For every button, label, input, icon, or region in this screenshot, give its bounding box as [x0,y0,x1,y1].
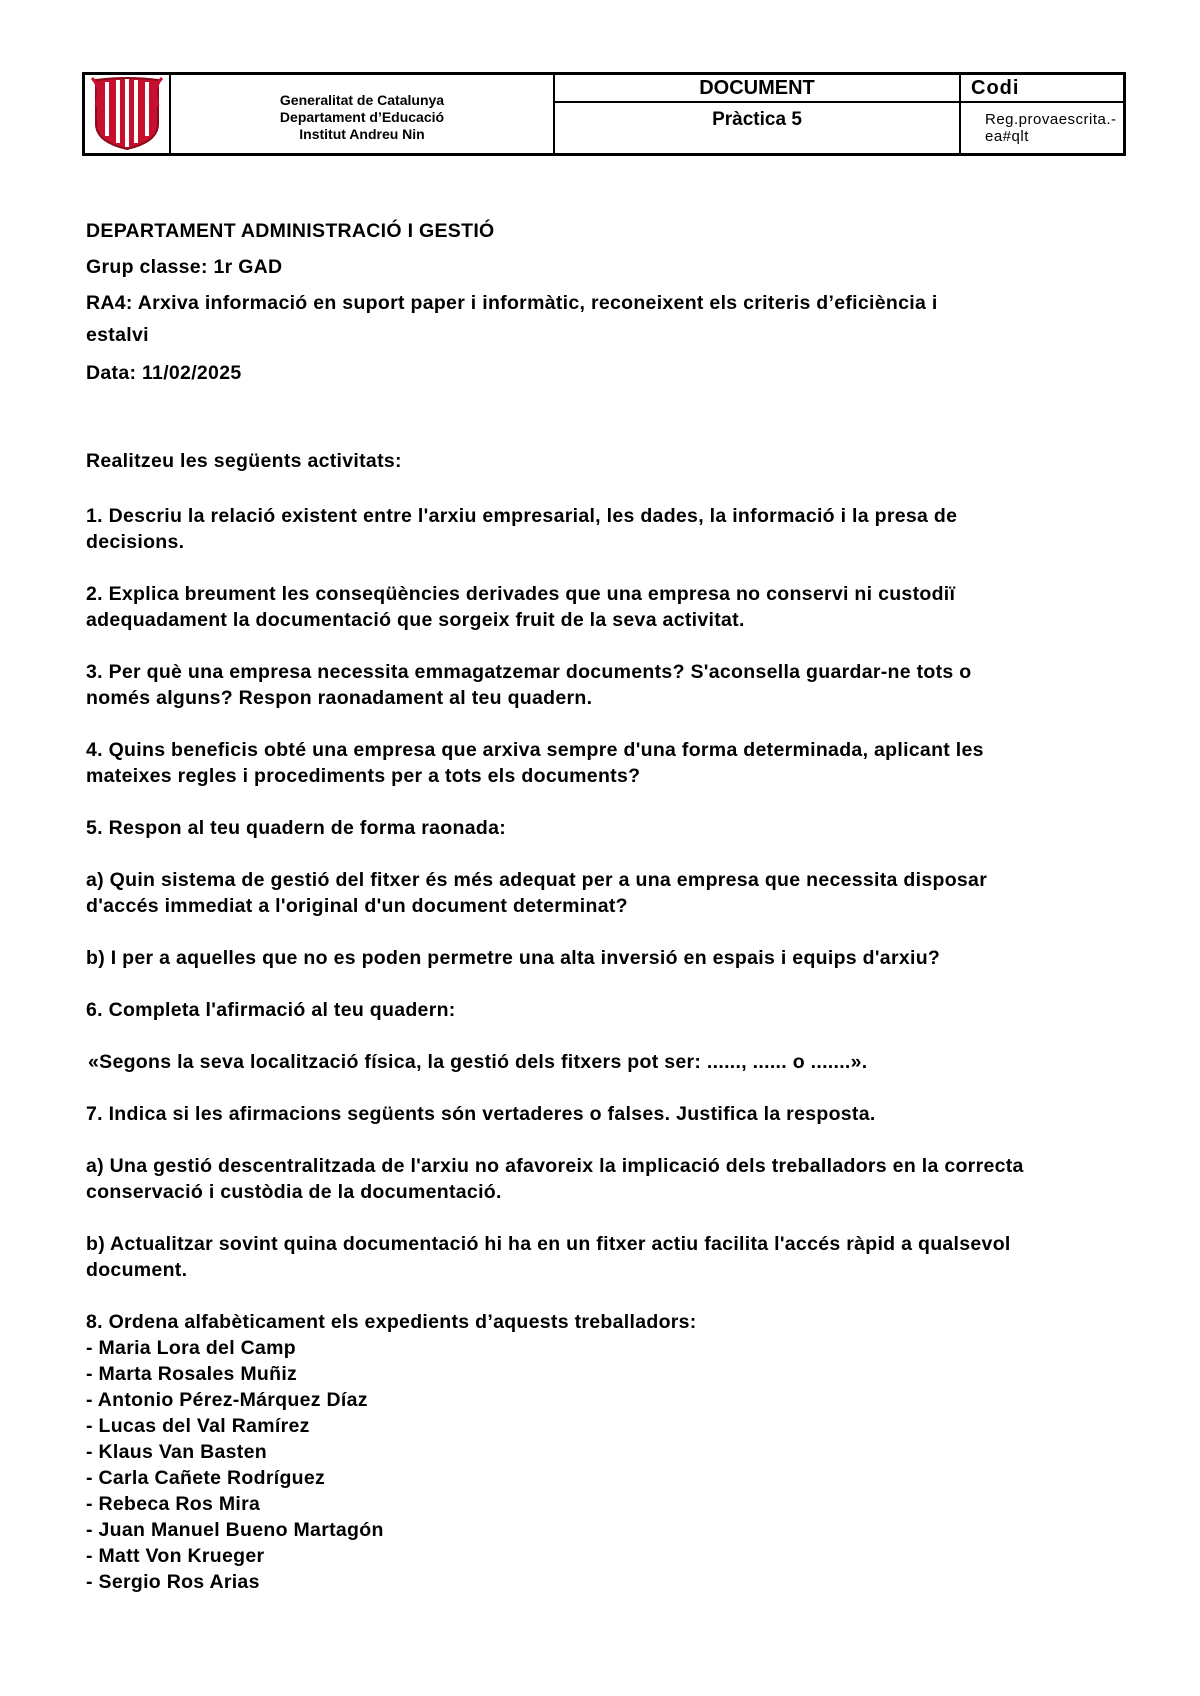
intro-line: Realitzeu les següents activitats: [86,450,402,472]
code-cell [961,75,1123,153]
activity-5b: b) I per a aquelles que no es poden permetre una alta inversió en espais i equips d'arxiu? [86,947,941,969]
activity-7: 7. Indica si les afirmacions següents són vertaderes o falses. Justifica la resposta. [86,1103,876,1125]
code-label: Codi [961,75,1123,103]
list-item: - Antonio Pérez-Márquez Díaz [86,1389,368,1411]
activity-6-quote: «Segons la seva localització física, la gestió dels fitxers pot ser: ......, ...... o .......». [88,1051,868,1073]
activity-7a-line-1: a) Una gestió descentralitzada de l'arxiu no afavoreix la implicació dels treballadors en la correcta [86,1155,1024,1177]
code-value: Reg.provaescrita.-ea#qlt [985,111,1117,145]
list-item: - Juan Manuel Bueno Martagón [86,1519,384,1541]
institution-block [171,75,555,153]
activity-4-line-1: 4. Quins beneficis obté una empresa que arxiva sempre d'una forma determinada, aplicant les [86,739,984,761]
coat-of-arms-icon [90,76,164,152]
document-value: Pràctica 5 [712,109,802,130]
ra-line-2: estalvi [86,324,149,346]
activity-7a-line-2: conservació i custòdia de la documentació. [86,1181,502,1203]
generalitat-logo [85,75,171,153]
activity-5a-line-2: d'accés immediat a l'original d'un document determinat? [86,895,628,917]
institution-line: Departament d’Educació [279,108,445,125]
department-title: DEPARTAMENT ADMINISTRACIÓ I GESTIÓ [86,220,495,242]
activity-8: 8. Ordena alfabèticament els expedients d’aquests treballadors: [86,1311,697,1333]
activity-5a-line-1: a) Quin sistema de gestió del fitxer és més adequat per a una empresa que necessita disposar [86,869,988,891]
list-item: - Sergio Ros Arias [86,1571,260,1593]
activity-2-line-2: adequadament la documentació que sorgeix fruit de la seva activitat. [86,609,745,631]
list-item: - Klaus Van Basten [86,1441,267,1463]
activity-1-line-2: decisions. [86,531,185,553]
document-cell [555,75,961,153]
list-item: - Lucas del Val Ramírez [86,1415,310,1437]
ra-line-1: RA4: Arxiva informació en suport paper i informàtic, reconeixent els criteris d’eficiència i [86,292,938,314]
activity-7b-line-1: b) Actualitzar sovint quina documentació hi ha en un fitxer actiu facilita l'accés ràpid a qualsevol [86,1233,1011,1255]
list-item: - Carla Cañete Rodríguez [86,1467,326,1489]
institution-line: Generalitat de Catalunya [279,91,445,108]
document-label: DOCUMENT [555,75,959,103]
workers-list [86,1335,1132,1595]
activity-3-line-1: 3. Per què una empresa necessita emmagatzemar documents? S'aconsella guardar-ne tots o [86,661,972,683]
list-item: - Marta Rosales Muñiz [86,1363,298,1385]
list-item: - Rebeca Ros Mira [86,1493,261,1515]
activity-3-line-2: només alguns? Respon raonadament al teu quadern. [86,687,593,709]
activity-1-line-1: 1. Descriu la relació existent entre l'arxiu empresarial, les dades, la informació i la presa de [86,505,958,527]
institution-line: Institut Andreu Nin [299,125,425,142]
activity-4-line-2: mateixes regles i procediments per a tots els documents? [86,765,641,787]
group-line: Grup classe: 1r GAD [86,256,283,278]
list-item: - Maria Lora del Camp [86,1337,297,1359]
date-line: Data: 11/02/2025 [86,362,242,384]
document-header [82,72,1126,156]
activity-5: 5. Respon al teu quadern de forma raonada: [86,817,507,839]
list-item: - Matt Von Krueger [86,1545,265,1567]
activity-7b-line-2: document. [86,1259,188,1281]
activity-2-line-1: 2. Explica breument les conseqüències derivades que una empresa no conservi ni custodiï [86,583,956,605]
activity-6: 6. Completa l'afirmació al teu quadern: [86,999,456,1021]
